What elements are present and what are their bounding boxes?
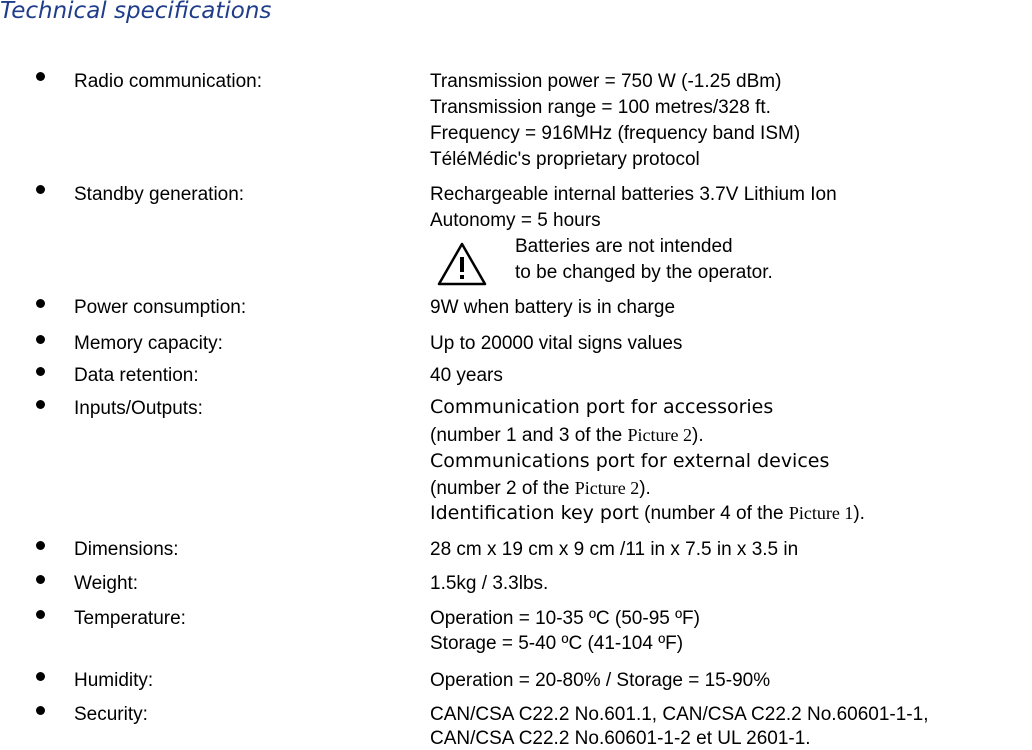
warning-triangle-icon — [436, 241, 488, 287]
power-value: 9W when battery is in charge — [430, 297, 676, 318]
temperature-line-1: Operation = 10-35 ºC (50-95 ºF) — [430, 608, 700, 629]
io-external-title: Communications port for external devices — [430, 450, 830, 472]
bullet — [36, 575, 45, 584]
bullet — [36, 367, 45, 376]
radio-line-2: Transmission range = 100 metres/328 ft. — [430, 97, 771, 118]
spec-label-temperature: Temperature: — [74, 608, 186, 629]
spec-label-io: Inputs/Outputs: — [74, 398, 203, 419]
bullet — [36, 706, 45, 715]
bullet — [36, 541, 45, 550]
bullet — [36, 672, 45, 681]
weight-value: 1.5kg / 3.3lbs. — [430, 573, 549, 594]
spec-label-humidity: Humidity: — [74, 670, 154, 691]
spec-label-security: Security: — [74, 704, 148, 725]
standby-line-2: Autonomy = 5 hours — [430, 210, 601, 231]
spec-label-standby: Standby generation: — [74, 184, 245, 205]
io-id-line: Identification key port (number 4 of the Picture 1). — [430, 502, 865, 524]
spec-label-radio: Radio communication: — [74, 71, 262, 92]
dimensions-value: 28 cm x 19 cm x 9 cm /11 in x 7.5 in x 3.5 in — [430, 539, 799, 560]
page-title: Technical specifications — [0, 0, 272, 24]
bullet — [36, 610, 45, 619]
spec-label-power: Power consumption: — [74, 297, 247, 318]
retention-value: 40 years — [430, 365, 503, 386]
memory-value: Up to 20000 vital signs values — [430, 333, 683, 354]
temperature-line-2: Storage = 5-40 ºC (41-104 ºF) — [430, 633, 684, 654]
warning-line-1: Batteries are not intended — [515, 236, 733, 257]
io-accessories-ref: (number 1 and 3 of the Picture 2). — [430, 425, 704, 446]
humidity-value: Operation = 20-80% / Storage = 15-90% — [430, 670, 771, 691]
bullet — [36, 72, 45, 81]
standby-line-1: Rechargeable internal batteries 3.7V Lithium Ion — [430, 184, 837, 205]
security-line-1: CAN/CSA C22.2 No.601.1, CAN/CSA C22.2 No.60601-1-1, — [430, 704, 929, 725]
spec-label-retention: Data retention: — [74, 365, 199, 386]
io-accessories-title: Communication port for accessories — [430, 396, 774, 418]
radio-line-3: Frequency = 916MHz (frequency band ISM) — [430, 123, 801, 144]
radio-line-1: Transmission power = 750 W (-1.25 dBm) — [430, 71, 782, 92]
bullet — [36, 400, 45, 409]
bullet — [36, 335, 45, 344]
radio-line-4: TéléMédic's proprietary protocol — [430, 149, 700, 170]
io-external-ref: (number 2 of the Picture 2). — [430, 478, 651, 499]
spec-label-dimensions: Dimensions: — [74, 539, 179, 560]
bullet — [36, 299, 45, 308]
security-line-2: CAN/CSA C22.2 No.60601-1-2 et UL 2601-1. — [430, 728, 811, 749]
bullet — [36, 185, 45, 194]
spec-label-memory: Memory capacity: — [74, 333, 223, 354]
spec-label-weight: Weight: — [74, 573, 139, 594]
warning-line-2: to be changed by the operator. — [515, 262, 773, 283]
